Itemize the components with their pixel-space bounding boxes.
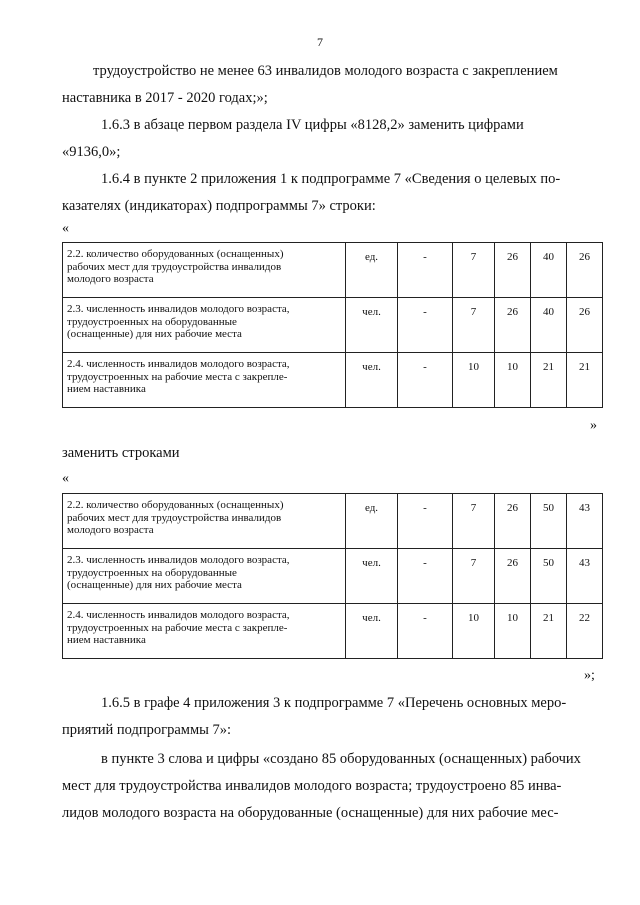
value-cell: 7	[453, 494, 495, 549]
table-row	[63, 549, 603, 604]
value-cell: 50	[531, 549, 567, 604]
paragraph-1-line-1: трудоустройство не менее 63 инвалидов молодого возраста с закреплением	[93, 63, 558, 79]
value-cell: -	[398, 353, 453, 408]
table-row	[63, 243, 603, 298]
description-line: трудоустроенных на оборудованные	[67, 315, 237, 328]
close-quote-1: »	[590, 418, 597, 433]
paragraph-4-line-1: 1.6.5 в графе 4 приложения 3 к подпрограмме 7 «Перечень основных меро-	[101, 695, 567, 711]
indicator-description	[63, 549, 346, 604]
value-cell: -	[398, 549, 453, 604]
value-cell: 40	[531, 243, 567, 298]
page-number: 7	[317, 35, 323, 49]
value-cell: 22	[567, 604, 603, 659]
value-cell: 26	[495, 298, 531, 353]
indicator-description	[63, 243, 346, 298]
indicator-description	[63, 298, 346, 353]
description-line: рабочих мест для трудоустройства инвалидов	[67, 511, 282, 524]
value-cell: 26	[495, 243, 531, 298]
value-cell: 21	[531, 353, 567, 408]
paragraph-3-line-1: 1.6.4 в пункте 2 приложения 1 к подпрограмме 7 «Сведения о целевых по-	[101, 171, 561, 187]
value-cell: 7	[453, 298, 495, 353]
value-cell: 43	[567, 494, 603, 549]
open-quote-2: «	[62, 471, 69, 486]
description-line: нием наставника	[67, 634, 146, 646]
paragraph-3-line-2: казателях (индикаторах) подпрограммы 7» строки:	[62, 198, 376, 214]
paragraph-5-line-1: в пункте 3 слова и цифры «создано 85 оборудованных (оснащенных) рабочих	[101, 751, 581, 767]
value-cell: 21	[567, 353, 603, 408]
description-line: молодого возраста	[67, 273, 154, 285]
value-cell: 10	[495, 353, 531, 408]
description-line: (оснащенные) для них рабочие места	[67, 328, 242, 340]
description-line: молодого возраста	[67, 524, 154, 536]
indicator-description	[63, 353, 346, 408]
description-line: рабочих мест для трудоустройства инвалидов	[67, 260, 282, 273]
unit-cell: чел.	[346, 604, 398, 659]
paragraph-5-line-2: мест для трудоустройства инвалидов молодого возраста; трудоустроено 85 инва-	[62, 778, 562, 794]
indicator-description	[63, 494, 346, 549]
indicator-table-old	[62, 242, 603, 408]
paragraph-4-line-2: приятий подпрограммы 7»:	[62, 722, 232, 738]
close-quote-2: »;	[584, 668, 595, 683]
value-cell: 10	[453, 353, 495, 408]
value-cell: 50	[531, 494, 567, 549]
description-line: 2.2. количество оборудованных (оснащенных)	[67, 248, 284, 260]
value-cell: 40	[531, 298, 567, 353]
description-line: (оснащенные) для них рабочие места	[67, 579, 242, 591]
value-cell: 43	[567, 549, 603, 604]
open-quote-1: «	[62, 221, 69, 236]
value-cell: 10	[495, 604, 531, 659]
paragraph-5-line-3: лидов молодого возраста на оборудованные (оснащенные) для них рабочие мес-	[62, 805, 559, 821]
description-line: 2.4. численность инвалидов молодого возраста,	[67, 609, 290, 621]
value-cell: 26	[567, 243, 603, 298]
value-cell: -	[398, 298, 453, 353]
value-cell: -	[398, 243, 453, 298]
paragraph-2-line-1: 1.6.3 в абзаце первом раздела IV цифры «8128,2» заменить цифрами	[101, 117, 524, 133]
description-line: 2.2. количество оборудованных (оснащенных)	[67, 499, 284, 511]
indicator-description	[63, 604, 346, 659]
table-row	[63, 604, 603, 659]
description-line: трудоустроенных на рабочие места с закрепле-	[67, 370, 288, 383]
value-cell: 21	[531, 604, 567, 659]
value-cell: 26	[567, 298, 603, 353]
unit-cell: чел.	[346, 549, 398, 604]
replace-with-text: заменить строками	[62, 445, 180, 461]
description-line: 2.3. численность инвалидов молодого возраста,	[67, 303, 290, 315]
unit-cell: чел.	[346, 353, 398, 408]
description-line: 2.3. численность инвалидов молодого возраста,	[67, 554, 290, 566]
unit-cell: ед.	[346, 243, 398, 298]
paragraph-1-line-2: наставника в 2017 - 2020 годах;»;	[62, 90, 268, 106]
table-row	[63, 298, 603, 353]
description-line: нием наставника	[67, 383, 146, 395]
value-cell: 7	[453, 243, 495, 298]
unit-cell: ед.	[346, 494, 398, 549]
value-cell: 7	[453, 549, 495, 604]
paragraph-2-line-2: «9136,0»;	[62, 144, 121, 160]
description-line: 2.4. численность инвалидов молодого возраста,	[67, 358, 290, 370]
table-row	[63, 494, 603, 549]
value-cell: -	[398, 604, 453, 659]
value-cell: 26	[495, 494, 531, 549]
indicator-table-new	[62, 493, 603, 659]
value-cell: 10	[453, 604, 495, 659]
description-line: трудоустроенных на рабочие места с закрепле-	[67, 621, 288, 634]
value-cell: 26	[495, 549, 531, 604]
table-row	[63, 353, 603, 408]
description-line: трудоустроенных на оборудованные	[67, 566, 237, 579]
value-cell: -	[398, 494, 453, 549]
unit-cell: чел.	[346, 298, 398, 353]
